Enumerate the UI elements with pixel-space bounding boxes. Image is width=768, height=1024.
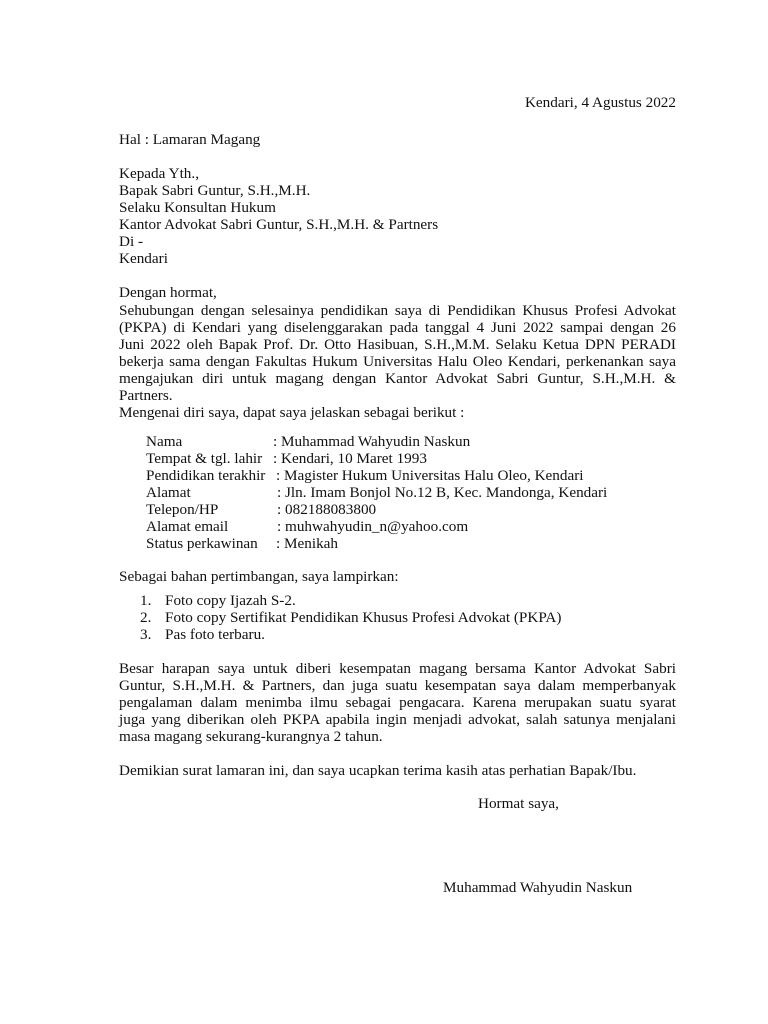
paragraph-line: mengajukan diri untuk magang dengan Kantor Advokat Sabri Guntur, S.H.,M.H. & — [119, 370, 676, 387]
info-label: Nama — [146, 433, 183, 450]
list-text: Foto copy Sertifikat Pendidikan Khusus Profesi Advokat (PKPA) — [165, 609, 562, 626]
info-value: : Menikah — [276, 535, 339, 552]
recipient-line: Bapak Sabri Guntur, S.H.,M.H. — [119, 182, 311, 199]
attachments-intro: Sebagai bahan pertimbangan, saya lampirkan: — [119, 568, 399, 585]
info-label: Status perkawinan — [146, 535, 258, 552]
recipient-line: Di - — [119, 233, 144, 250]
list-text: Foto copy Ijazah S-2. — [165, 592, 296, 609]
info-label: Telepon/HP — [146, 501, 219, 518]
list-text: Pas foto terbaru. — [165, 626, 265, 643]
info-label: Pendidikan terakhir — [146, 467, 266, 484]
paragraph-line: Guntur, S.H.,M.H. & Partners, dan juga suatu kesempatan saya dalam memperbanyak — [119, 677, 676, 694]
paragraph-line: Juni 2022 oleh Bapak Prof. Dr. Otto Hasibuan, S.H.,M.M. Selaku Ketua DPN PERADI — [119, 336, 676, 353]
recipient-line: Kantor Advokat Sabri Guntur, S.H.,M.H. & Partners — [119, 216, 439, 233]
list-item — [140, 609, 561, 626]
date-line: Kendari, 4 Agustus 2022 — [524, 94, 676, 111]
info-value: : 082188083800 — [277, 501, 377, 518]
list-item — [140, 592, 561, 609]
paragraph-hope — [119, 660, 676, 745]
paragraph-line: Sehubungan dengan selesainya pendidikan saya di Pendidikan Khusus Profesi Advokat — [119, 302, 676, 319]
paragraph-line: Partners. — [119, 387, 173, 404]
list-number: 2. — [140, 609, 152, 626]
info-label: Alamat email — [146, 518, 229, 535]
attachments-list — [140, 592, 561, 643]
paragraph-line: masa magang sekurang-kurangnya 2 tahun. — [119, 728, 383, 745]
info-value: : Magister Hukum Universitas Halu Oleo, Kendari — [276, 467, 584, 484]
recipient-block — [119, 165, 676, 267]
info-label: Tempat & tgl. lahir — [146, 450, 263, 467]
info-value: : Jln. Imam Bonjol No.12 B, Kec. Mandonga, Kendari — [277, 484, 608, 501]
paragraph-line: juga yang diberikan oleh PKPA apabila ingin menjadi advokat, salah satunya menjalani — [119, 711, 676, 728]
info-label: Alamat — [146, 484, 191, 501]
signer-name: Muhammad Wahyudin Naskun — [443, 879, 633, 896]
recipient-line: Selaku Konsultan Hukum — [119, 199, 276, 216]
list-number: 3. — [140, 626, 152, 643]
paragraph-intro — [119, 302, 676, 421]
closing-line: Demikian surat lamaran ini, dan saya ucapkan terima kasih atas perhatian Bapak/Ibu. — [119, 762, 637, 779]
recipient-line: Kepada Yth., — [119, 165, 199, 182]
list-item — [140, 626, 561, 643]
paragraph-line: Besar harapan saya untuk diberi kesempatan magang bersama Kantor Advokat Sabri — [119, 660, 676, 677]
intro-line: Mengenai diri saya, dapat saya jelaskan sebagai berikut : — [119, 404, 465, 421]
greeting: Dengan hormat, — [119, 284, 217, 301]
paragraph-line: (PKPA) di Kendari yang diselenggarakan pada tanggal 4 Juni 2022 sampai dengan 26 — [119, 319, 676, 336]
recipient-line: Kendari — [119, 250, 168, 267]
list-number: 1. — [140, 592, 152, 609]
info-value: : muhwahyudin_n@yahoo.com — [277, 518, 469, 535]
paragraph-line: pengalaman dalam menimba ilmu sebagai pengacara. Karena merupakan suatu syarat — [119, 694, 676, 711]
salutation: Hormat saya, — [478, 795, 559, 812]
info-value: : Muhammad Wahyudin Naskun — [273, 433, 471, 450]
paragraph-line: bekerja sama dengan Fakultas Hukum Universitas Halu Oleo Kendari, perkenankan saya — [119, 353, 676, 370]
info-value: : Kendari, 10 Maret 1993 — [273, 450, 427, 467]
subject-line: Hal : Lamaran Magang — [119, 131, 261, 148]
